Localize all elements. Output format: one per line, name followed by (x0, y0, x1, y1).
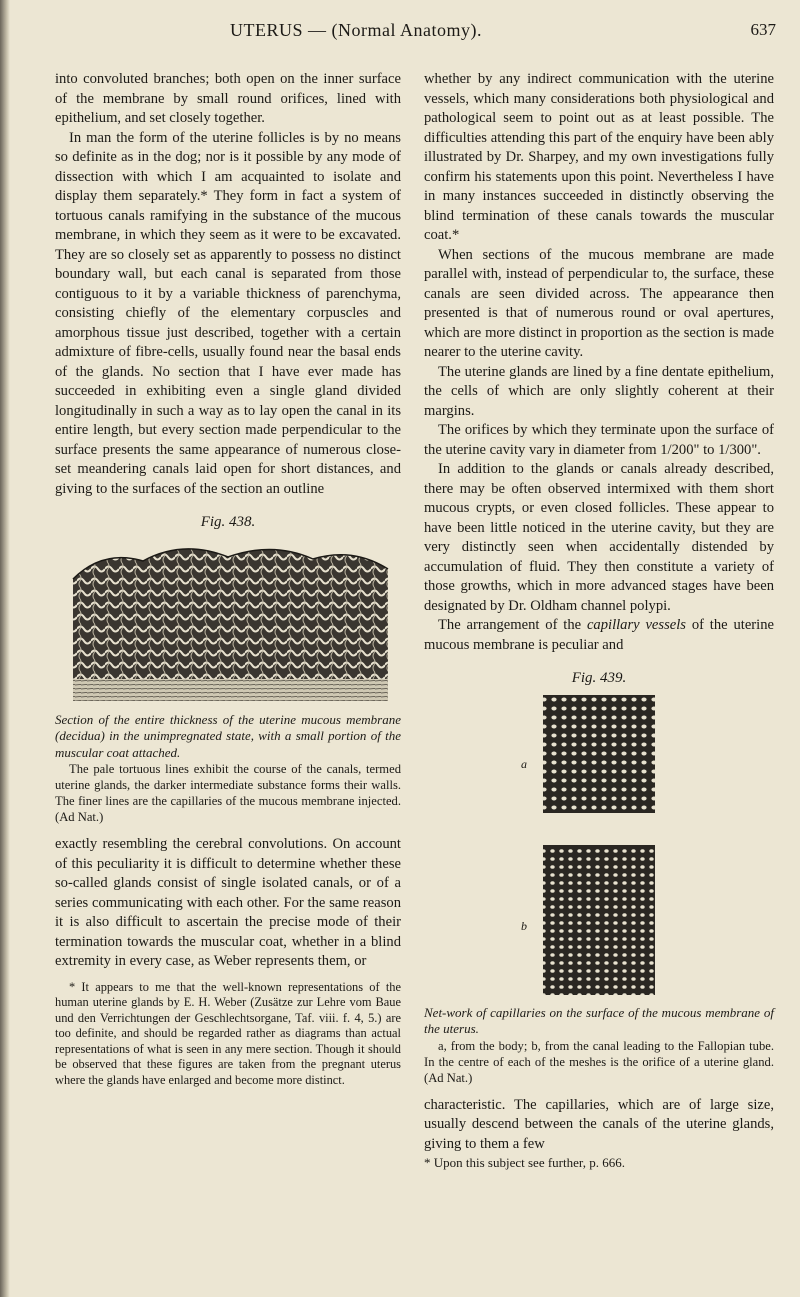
paragraph: into convoluted branches; both open on the inner surface of the membrane by small round orifices, lined with epithelium, and set closely together. (55, 71, 401, 126)
figure-438-caption-body: The pale tortuous lines exhibit the course of the canals, termed uterine glands, the darker intermediate substance forms their walls. The finer lines are the capillaries of the mucous membrane injected. (Ad Nat.) (55, 762, 401, 824)
figure-438-illustration (63, 539, 393, 704)
paragraph-text: The arrangement of the (438, 617, 587, 633)
footnote: * Upon this subject see further, p. 666. (424, 1155, 625, 1170)
emphasis: capillary vessels (586, 617, 686, 633)
figure-439-illustration (521, 695, 659, 997)
figure-label: Fig. 438. (200, 514, 256, 530)
figure-439-caption-title: Net-work of capillaries on the surface of the mucous membrane of the uterus. (424, 1004, 774, 1036)
paragraph: The uterine glands are lined by a fine dentate epithelium, the cells of which are only slightly coherent at their margins. (424, 363, 774, 419)
page-header (40, 20, 780, 48)
paragraph: In man the form of the uterine follicles is by no means so definite as in the dog; nor is it possible by any mode of dissection with which I am acquainted to isolate and display them separately.* They form in fact a system of tortuous canals ramifying in the substance of the mucous membrane, in which they seem as it were to be excavated. They are so closely set as apparently to possess no distinct boundary wall, but each canal is separated from those contiguous to it by a variable thickness of parenchyma, consisting chiefly of the elementary corpuscles and amorphous tissue just described, together with a certain admixture of fibre-cells, usually found near the basal ends of the glands. No section that I have ever made has succeeded in exhibiting even a single gland divided longitudinally in such a way as to lay open the canal in its entire length, but every section made perpendicular to the surface presents the same appearance of numerous close-set meandering canals laid open for short distances, and giving to the surfaces of the section an outline (55, 129, 401, 497)
page-binding-edge (0, 0, 10, 1297)
paragraph: characteristic. The capillaries, which are of large size, usually descend between the canals of the uterine glands, giving to them a few (424, 1096, 774, 1152)
left-column (55, 70, 401, 1088)
paragraph: The orifices by which they terminate upon the surface of the uterine cavity vary in diameter from 1/200" to 1/300". (424, 422, 774, 458)
figure-label: Fig. 439. (571, 670, 627, 686)
paragraph: In addition to the glands or canals already described, there may be often observed intermixed with them short mucous crypts, or even closed follicles. These appear to have been little noticed in the uterine cavity, but they are very distinctly seen when accidentally distended by accumulation of fluid. They then constitute a variety of those growths, which in more advanced stages have been designated by Dr. Oldham channel polypi. (424, 461, 774, 614)
figure-letter-a: a (521, 756, 527, 771)
paragraph: whether by any indirect communication with the uterine vessels, which many considerations both physiological and pathological seem to point out as at least possible. The difficulties attending this part of the enquiry have been ably illustrated by Dr. Sharpey, and my own investigations fully confirm his statements upon this point. Nevertheless I have in many instances succeeded in distinctly observing the blind termination of these canals towards the muscular coat.* (424, 71, 774, 243)
paragraph (424, 616, 774, 655)
paragraph-text: of the uterine mucous membrane is peculiar and (424, 617, 774, 653)
figure-438-caption-title: Section of the entire thickness of the uterine mucous membrane (decidua) in the unimpregnated state, with a small portion of the muscular coat attached. (55, 711, 401, 760)
footnote: * It appears to me that the well-known representations of the human uterine glands by E. H. Weber (Zusätze zur Lehre vom Baue und den Verrichtungen der Geschlechtsorgane, Taf. viii. f. 4, 5.) are too definite, and should be regarded rather as diagrams than actual representations of what is seen in any mere section. Though it should be observed that these figures are taken from the pregnant uterus where the glands have enlarged and become more distinct. (55, 979, 401, 1087)
figure-439-caption-body: a, from the body; b, from the canal leading to the Fallopian tube. In the centre of each of the meshes is the orifice of a uterine gland. (Ad Nat.) (424, 1038, 774, 1085)
right-column (424, 70, 774, 1171)
paragraph: When sections of the mucous membrane are made parallel with, instead of perpendicular to, the surface, these canals are seen divided across. The appearance then presented is that of numerous round or oval apertures, which are more distinct in proportion as the section is made nearer to the uterine cavity. (424, 246, 774, 360)
running-title: UTERUS — (Normal Anatomy). (230, 20, 482, 40)
paragraph: exactly resembling the cerebral convolutions. On account of this peculiarity it is difficult to determine whether these so-called glands consist of single isolated canals, or of a series communicating with each other. For the same reason it is also difficult to ascertain the precise mode of their termination towards the muscular coat, whether in a blind extremity in every case, as Weber represents them, or (55, 836, 401, 969)
page-number: 637 (750, 20, 776, 39)
figure-letter-b: b (521, 918, 527, 933)
